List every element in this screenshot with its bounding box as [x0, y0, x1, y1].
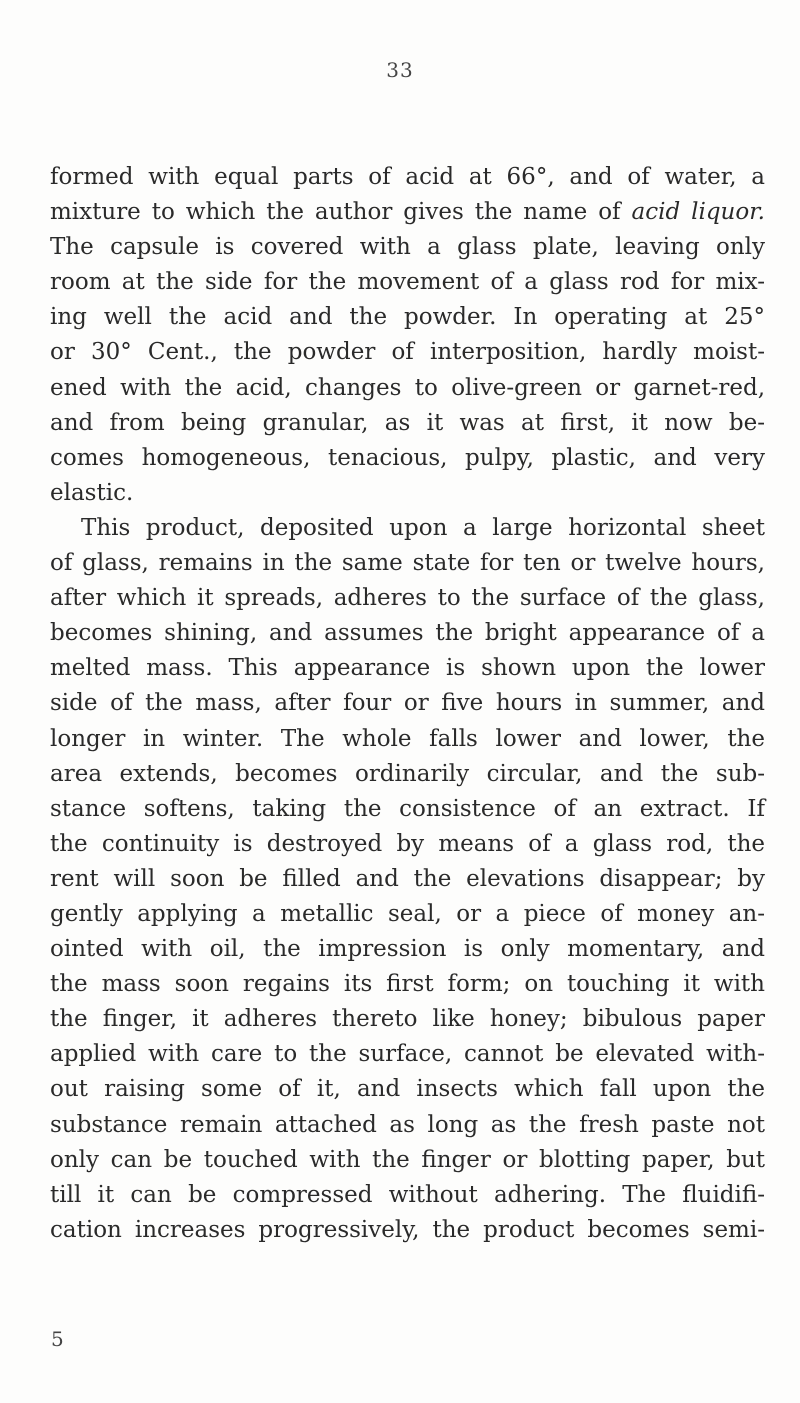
text-line: the continuity is destroyed by means of a glass rod, the	[50, 830, 765, 857]
text-line: cation increases progressively, the product becomes semi-	[50, 1216, 765, 1243]
text-line: and from being granular, as it was at first, it now be-	[50, 409, 765, 436]
signature-mark: 5	[51, 1327, 64, 1351]
text-line: room at the side for the movement of a glass rod for mix-	[50, 269, 765, 296]
text-line: the mass soon regains its first form; on touching it with	[50, 971, 765, 998]
paragraph-start-line: This product, deposited upon a large horizontal sheet	[81, 514, 765, 541]
paragraph-end-line: elastic.	[50, 479, 134, 506]
italic-term: acid liquor.	[631, 199, 765, 226]
text-line: The capsule is covered with a glass plate, leaving only	[50, 234, 765, 261]
text-line: or 30° Cent., the powder of interposition, hardly moist-	[50, 339, 765, 366]
text-line: longer in winter. The whole falls lower and lower, the	[50, 725, 765, 752]
text-line: stance softens, taking the consistence of an extract. If	[50, 795, 765, 822]
text-line: gently applying a metallic seal, or a piece of money an-	[50, 900, 765, 927]
text-line: formed with equal parts of acid at 66°, and of water, a	[50, 164, 765, 190]
text-line: only can be touched with the finger or blotting paper, but	[50, 1146, 765, 1173]
text-fragment: mixture to which the author gives the name of	[50, 199, 632, 226]
text-line: till it can be compressed without adhering. The fluidifi-	[50, 1181, 765, 1208]
text-line: becomes shining, and assumes the bright appearance of a	[50, 620, 765, 647]
text-line: of glass, remains in the same state for ten or twelve hours,	[50, 550, 765, 577]
text-line: melted mass. This appearance is shown upon the lower	[50, 655, 765, 682]
text-line: ointed with oil, the impression is only momentary, and	[50, 936, 765, 963]
text-line: ing well the acid and the powder. In operating at 25°	[50, 304, 765, 331]
text-line: comes homogeneous, tenacious, pulpy, plastic, and very	[50, 444, 765, 471]
text-line: ened with the acid, changes to olive-green or garnet-red,	[50, 374, 765, 401]
text-line: the finger, it adheres thereto like honey; bibulous paper	[50, 1006, 765, 1033]
text-line: out raising some of it, and insects which fall upon the	[50, 1076, 765, 1103]
text-line: rent will soon be filled and the elevations disappear; by	[50, 865, 765, 892]
text-line: side of the mass, after four or five hours in summer, and	[50, 690, 765, 717]
text-line: applied with care to the surface, cannot be elevated with-	[50, 1041, 765, 1068]
page-number: 33	[386, 58, 414, 82]
text-line	[50, 195, 765, 230]
text-line: area extends, becomes ordinarily circular, and the sub-	[50, 760, 765, 787]
text-line: substance remain attached as long as the fresh paste not	[50, 1111, 765, 1138]
text-line: after which it spreads, adheres to the surface of the glass,	[50, 585, 765, 612]
body-text	[50, 160, 765, 1248]
